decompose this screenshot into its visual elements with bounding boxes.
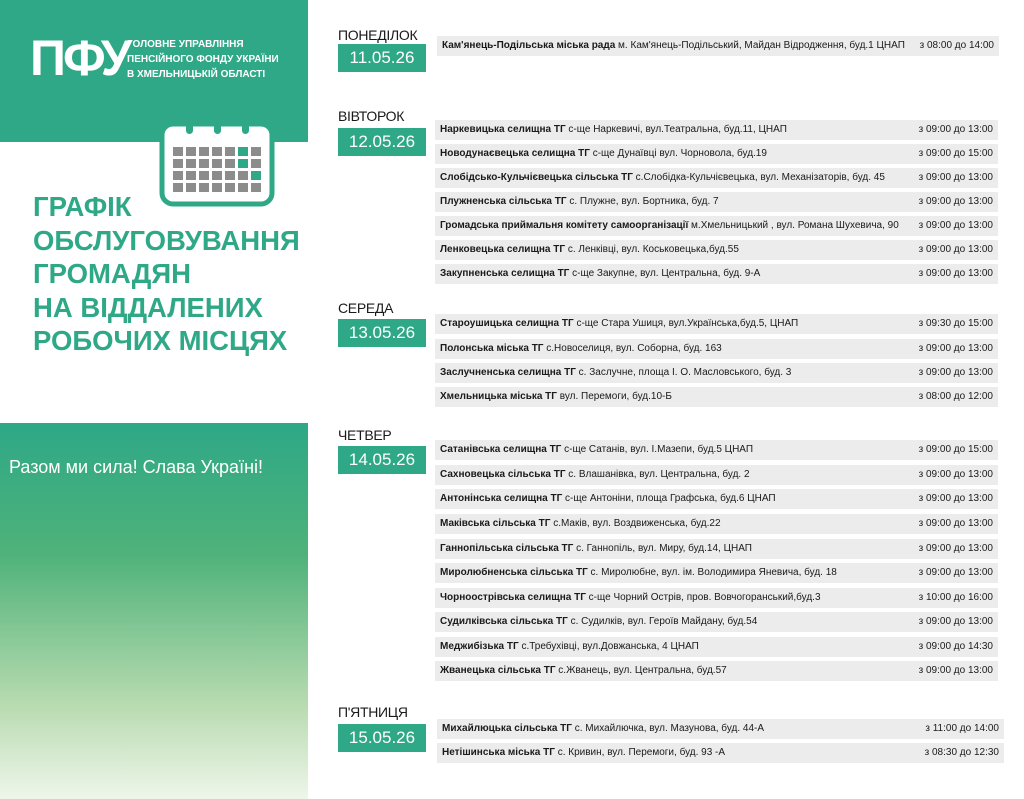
schedule-row [435, 216, 998, 236]
day-name-tuesday: ВІВТОРОК [338, 108, 405, 124]
row-address: с-ще Сатанів, вул. І.Мазепи, буд.5 ЦНАП [561, 444, 754, 455]
row-location-name: Антонінська селищна ТГ [440, 493, 563, 504]
calendar-day-cell [251, 159, 261, 168]
row-location-name: Закупненська селищна ТГ [440, 268, 570, 279]
row-location-name: Миролюбненська сільська ТГ [440, 567, 588, 578]
row-time: з 09:00 до 13:00 [918, 543, 993, 554]
row-time: з 09:00 до 13:00 [918, 244, 993, 255]
calendar-day-cell [212, 171, 222, 180]
calendar-day-cell [251, 147, 261, 156]
row-address: с.Новоселиця, вул. Соборна, буд. 163 [543, 343, 722, 354]
date-badge-wednesday: 13.05.26 [338, 319, 426, 347]
calendar-day-cell [212, 159, 222, 168]
date-badge-tuesday: 12.05.26 [338, 128, 426, 156]
row-location-name: Нетішинська міська ТГ [442, 747, 555, 758]
row-address: с. Кривин, вул. Перемоги, буд. 93 -А [554, 747, 726, 758]
schedule-row [435, 489, 998, 509]
left-panel [0, 0, 308, 799]
schedule-row [435, 363, 998, 383]
row-address: с.Жванець, вул. Центральна, буд.57 [555, 665, 727, 676]
day-name-monday: ПОНЕДІЛОК [338, 27, 418, 43]
calendar-day-cell [199, 171, 209, 180]
schedule-row [437, 36, 999, 56]
slogan: Разом ми сила! Слава Україні! [9, 457, 264, 477]
row-time: з 09:00 до 13:00 [918, 124, 993, 135]
calendar-day-cell [225, 171, 235, 180]
row-time: з 09:00 до 13:00 [918, 367, 993, 378]
organization-name [127, 37, 302, 82]
row-address: с.Требухівці, вул.Довжанська, 4 ЦНАП [518, 641, 699, 652]
row-location-name: Ганнопільська сільська ТГ [440, 543, 574, 554]
schedule-row [435, 240, 998, 260]
row-address: м. Кам'янець-Подільський, Майдан Відродження, буд.1 ЦНАП [615, 40, 905, 51]
row-time: з 09:30 до 15:00 [918, 318, 993, 329]
row-time: з 09:00 до 13:00 [918, 469, 993, 480]
row-time: з 08:30 до 12:30 [924, 747, 999, 758]
title-line: НА ВІДДАЛЕНИХ [33, 291, 263, 323]
row-address: с. Миролюбне, вул. ім. Володимира Яневича, буд. 18 [587, 567, 837, 578]
day-name-thursday: ЧЕТВЕР [338, 427, 392, 443]
row-time: з 09:00 до 13:00 [918, 196, 993, 207]
calendar-day-cell [238, 171, 248, 180]
slogan-band [0, 423, 308, 799]
row-address: с-ще Закупне, вул. Центральна, буд. 9-А [569, 268, 761, 279]
date-badge-thursday: 14.05.26 [338, 446, 426, 474]
title-line: ГРОМАДЯН [33, 258, 191, 289]
schedule-row [435, 440, 998, 460]
calendar-day-cell [199, 159, 209, 168]
date-badge-monday: 11.05.26 [338, 44, 426, 72]
row-address: м.Хмельницький , вул. Романа Шухевича, 90 [688, 220, 899, 231]
page-title [33, 190, 300, 358]
calendar-day-cell [225, 159, 235, 168]
calendar-day-cell [251, 171, 261, 180]
org-name-line: ГОЛОВНЕ УПРАВЛІННЯ [127, 39, 244, 50]
schedule-row [435, 387, 998, 407]
row-location-name: Наркевицька селищна ТГ [440, 124, 566, 135]
title-line: ГРАФІК [33, 191, 132, 222]
row-time: з 09:00 до 13:00 [918, 616, 993, 627]
schedule-row [435, 192, 998, 212]
schedule-row [435, 465, 998, 485]
row-address: вул. Перемоги, буд.10-Б [556, 391, 672, 402]
calendar-day-cell [173, 159, 183, 168]
calendar-day-cell [186, 147, 196, 156]
row-time: з 09:00 до 13:00 [918, 343, 993, 354]
schedule-row [437, 743, 1004, 763]
row-location-name: Сахновецька сільська ТГ [440, 469, 566, 480]
row-time: з 08:00 до 12:00 [918, 391, 993, 402]
row-address: с. Влашанівка, вул. Центральна, буд. 2 [565, 469, 750, 480]
schedule-row [435, 339, 998, 359]
schedule-row [435, 612, 998, 632]
row-address: с. Заслучне, площа І. О. Масловського, буд. 3 [575, 367, 792, 378]
schedule-row [435, 314, 998, 334]
row-location-name: Заслучненська селищна ТГ [440, 367, 576, 378]
schedule-row [435, 661, 998, 681]
schedule-row [435, 637, 998, 657]
schedule-row [437, 719, 1004, 739]
calendar-day-cell [186, 159, 196, 168]
pfu-logo: ПФУ [30, 30, 129, 86]
row-time: з 10:00 до 16:00 [918, 592, 993, 603]
day-name-wednesday: СЕРЕДА [338, 300, 394, 316]
schedule-row [435, 144, 998, 164]
org-name-line: ПЕНСІЙНОГО ФОНДУ УКРАЇНИ [127, 54, 279, 65]
schedule-row [435, 514, 998, 534]
row-address: с-ще Стара Ушиця, вул.Українська,буд.5, ЦНАП [573, 318, 799, 329]
row-location-name: Новодунаєвецька селищна ТГ [440, 148, 590, 159]
row-location-name: Жванецька сільська ТГ [440, 665, 556, 676]
row-location-name: Михайлюцька сільська ТГ [442, 723, 572, 734]
row-address: с.Слобідка-Кульчієвецька, вул. Механізаторів, буд. 45 [632, 172, 885, 183]
row-location-name: Меджибізька ТГ [440, 641, 519, 652]
row-address: с-ще Чорний Острів, пров. Вовчогоранський,буд.3 [585, 592, 821, 603]
row-address: с. Ленківці, вул. Коськовецька,буд.55 [565, 244, 739, 255]
row-location-name: Сатанівська селищна ТГ [440, 444, 562, 455]
row-location-name: Хмельницька міська ТГ [440, 391, 557, 402]
schedule-row [435, 264, 998, 284]
calendar-day-cell [173, 147, 183, 156]
row-time: з 09:00 до 13:00 [918, 172, 993, 183]
calendar-day-cell [173, 171, 183, 180]
row-location-name: Громадська приймальня комітету самоорганізації [440, 220, 689, 231]
calendar-day-cell [212, 147, 222, 156]
title-line: ОБСЛУГОВУВАННЯ [33, 224, 300, 256]
day-name-friday: П'ЯТНИЦЯ [338, 704, 408, 720]
calendar-day-cell [225, 147, 235, 156]
date-badge-friday: 15.05.26 [338, 724, 426, 752]
row-time: з 09:00 до 13:00 [918, 493, 993, 504]
row-address: с-ще Дунаївці вул. Чорновола, буд.19 [589, 148, 767, 159]
row-address: с. Судилків, вул. Героїв Майдану, буд.54 [567, 616, 758, 627]
schedule-row [435, 168, 998, 188]
row-time: з 11:00 до 14:00 [925, 723, 999, 734]
row-time: з 09:00 до 13:00 [918, 665, 993, 676]
schedule-row [435, 120, 998, 140]
row-address: с.Маків, вул. Воздвиженська, буд.22 [550, 518, 721, 529]
org-name-line: В ХМЕЛЬНИЦЬКІЙ ОБЛАСТІ [127, 69, 266, 80]
row-time: з 09:00 до 13:00 [918, 518, 993, 529]
row-location-name: Судилківська сільська ТГ [440, 616, 568, 627]
row-time: з 09:00 до 14:30 [918, 641, 993, 652]
title-line: РОБОЧИХ МІСЦЯХ [33, 325, 288, 356]
row-time: з 09:00 до 13:00 [918, 567, 993, 578]
row-address: с. Ганнопіль, вул. Миру, буд.14, ЦНАП [573, 543, 752, 554]
row-location-name: Староушицька селищна ТГ [440, 318, 574, 329]
row-location-name: Чорноострівська селищна ТГ [440, 592, 586, 603]
row-location-name: Полонська міська ТГ [440, 343, 544, 354]
row-time: з 09:00 до 13:00 [918, 220, 993, 231]
row-address: с-ще Наркевичі, вул.Театральна, буд.11, ЦНАП [565, 124, 787, 135]
row-address: с. Михайлючка, вул. Мазунова, буд. 44-А [571, 723, 764, 734]
row-time: з 09:00 до 15:00 [918, 444, 993, 455]
row-location-name: Ленковецька селищна ТГ [440, 244, 566, 255]
row-location-name: Слобідсько-Кульчієвецька сільська ТГ [440, 172, 633, 183]
calendar-day-cell [199, 147, 209, 156]
schedule-row [435, 563, 998, 583]
row-address: с. Плужне, вул. Бортника, буд. 7 [566, 196, 719, 207]
calendar-day-cell [186, 171, 196, 180]
row-address: с-ще Антоніни, площа Графська, буд.6 ЦНАП [562, 493, 776, 504]
row-time: з 09:00 до 15:00 [918, 148, 993, 159]
schedule-row [435, 539, 998, 559]
row-location-name: Плужненська сільська ТГ [440, 196, 567, 207]
calendar-day-cell [238, 147, 248, 156]
schedule-row [435, 588, 998, 608]
row-time: з 09:00 до 13:00 [918, 268, 993, 279]
row-time: з 08:00 до 14:00 [919, 40, 994, 51]
row-location-name: Кам'янець-Подільська міська рада [442, 40, 616, 51]
row-location-name: Маківська сільська ТГ [440, 518, 551, 529]
calendar-day-cell [238, 159, 248, 168]
